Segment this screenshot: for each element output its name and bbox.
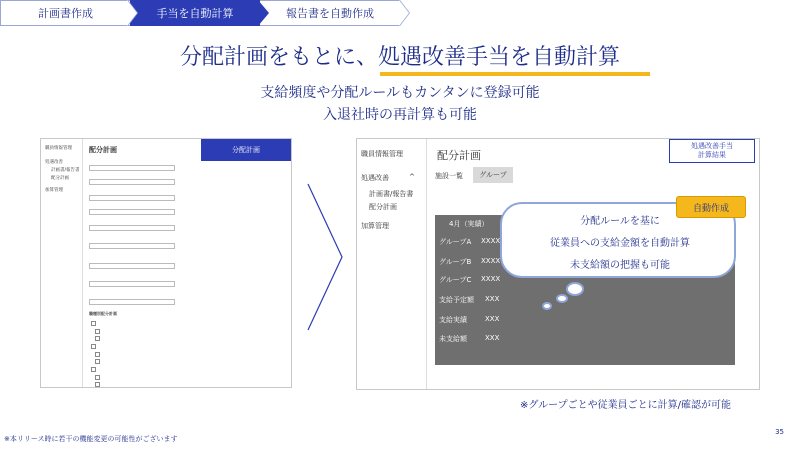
callout-line-2: 従業員への支給金額を自動計算 (550, 238, 690, 249)
form-field[interactable] (89, 299, 175, 305)
checkbox[interactable] (95, 352, 102, 357)
subtitle-line-2: 入退社時の再計算も可能 (323, 107, 477, 123)
table-row-value: XXX (485, 334, 500, 342)
form-field[interactable] (89, 243, 175, 249)
checkbox[interactable] (95, 329, 102, 334)
form-field[interactable] (89, 195, 175, 201)
bubble-dot (542, 302, 552, 310)
step-chevron (399, 0, 409, 26)
form-field[interactable] (89, 179, 175, 185)
sidebar-item-distribution[interactable]: 配分計画 (51, 176, 69, 181)
step-plan-creation: 計画書作成 (0, 0, 130, 26)
step-chevron-active (258, 0, 269, 26)
table-header: 4月（実績） (449, 220, 489, 228)
form-title: 配分計画 (89, 146, 117, 154)
table-row-label: 支給予定額 (439, 296, 474, 304)
table-row-label: 未支給額 (439, 335, 467, 343)
calc-result-line-2: 計算結果 (698, 151, 726, 159)
sidebar-item-staff[interactable]: 職員情報管理 (361, 150, 403, 158)
chevron-up-icon[interactable]: ^ (409, 173, 415, 181)
form-field[interactable] (89, 281, 175, 287)
page-number: 35 (775, 428, 784, 436)
form-field[interactable] (89, 225, 175, 231)
sidebar-item-treatment[interactable]: 処遇改善 (45, 160, 63, 165)
table-row-value: XXXX (481, 275, 501, 283)
step-bar (0, 0, 420, 26)
checkbox[interactable] (91, 344, 98, 349)
table-row-value: XXX (485, 295, 500, 303)
sidebar-item-plans[interactable]: 計画書/報告書 (51, 168, 80, 173)
distribution-plan-button[interactable]: 分配計画 (201, 139, 291, 161)
table-row-value: XXX (485, 315, 500, 323)
form-field[interactable] (89, 263, 175, 269)
sidebar-item-treatment[interactable]: 処遇改善 (361, 174, 389, 182)
sidebar-item-addition[interactable]: 加算管理 (45, 188, 63, 193)
auto-create-badge: 自動作成 (676, 196, 746, 218)
table-row-label: グループC (439, 276, 472, 284)
title-highlight (380, 72, 650, 76)
checkbox[interactable] (95, 359, 102, 364)
flow-arrow-icon (306, 182, 346, 332)
tab-facility-list[interactable]: 施設一覧 (435, 172, 463, 180)
table-row-label: 支給実績 (439, 316, 467, 324)
tab-group[interactable]: グループ (473, 167, 513, 183)
calc-result-button[interactable] (669, 139, 755, 163)
sidebar-item-distribution[interactable]: 配分計画 (369, 203, 397, 211)
checkbox[interactable] (95, 375, 102, 380)
group-note: ※グループごとや従業員ごとに計算/確認が可能 (520, 400, 731, 411)
checkbox[interactable] (95, 382, 102, 387)
checkbox[interactable] (95, 336, 102, 341)
sidebar-item-addition[interactable]: 加算管理 (361, 222, 389, 230)
bubble-dot (566, 282, 584, 296)
distribution-plan-form-screenshot (40, 138, 292, 388)
release-disclaimer: ※本リリース時に若干の機能変更の可能性がございます (4, 435, 178, 443)
step-auto-report: 報告書を自動作成 (260, 0, 400, 26)
section-heading: 職種別配分計画 (89, 311, 117, 316)
checkbox[interactable] (91, 321, 98, 326)
sidebar-item-staff[interactable]: 職員情報管理 (45, 146, 72, 151)
table-row-value: XXXX (481, 237, 501, 245)
table-row-label: グループB (439, 258, 472, 266)
screen-title: 配分計画 (437, 149, 481, 162)
form-field[interactable] (89, 209, 175, 215)
page-title: 分配計画をもとに、処遇改善手当を自動計算 (179, 45, 620, 70)
bubble-dot (556, 294, 568, 303)
checkbox[interactable] (91, 367, 98, 372)
sidebar-item-plans[interactable]: 計画書/報告書 (369, 190, 414, 198)
step-chevron (127, 0, 137, 26)
step-auto-calc: 手当を自動計算 (130, 0, 260, 26)
callout-line-1: 分配ルールを基に (580, 216, 660, 227)
callout-line-3: 未支給額の把握も可能 (570, 260, 670, 271)
table-row-value: XXXX (481, 257, 501, 265)
form-field[interactable] (89, 165, 175, 171)
subtitle-line-1: 支給頻度や分配ルールもカンタンに登録可能 (260, 85, 540, 101)
calc-result-line-1: 処遇改善手当 (691, 142, 733, 150)
table-row-label: グループA (439, 238, 472, 246)
